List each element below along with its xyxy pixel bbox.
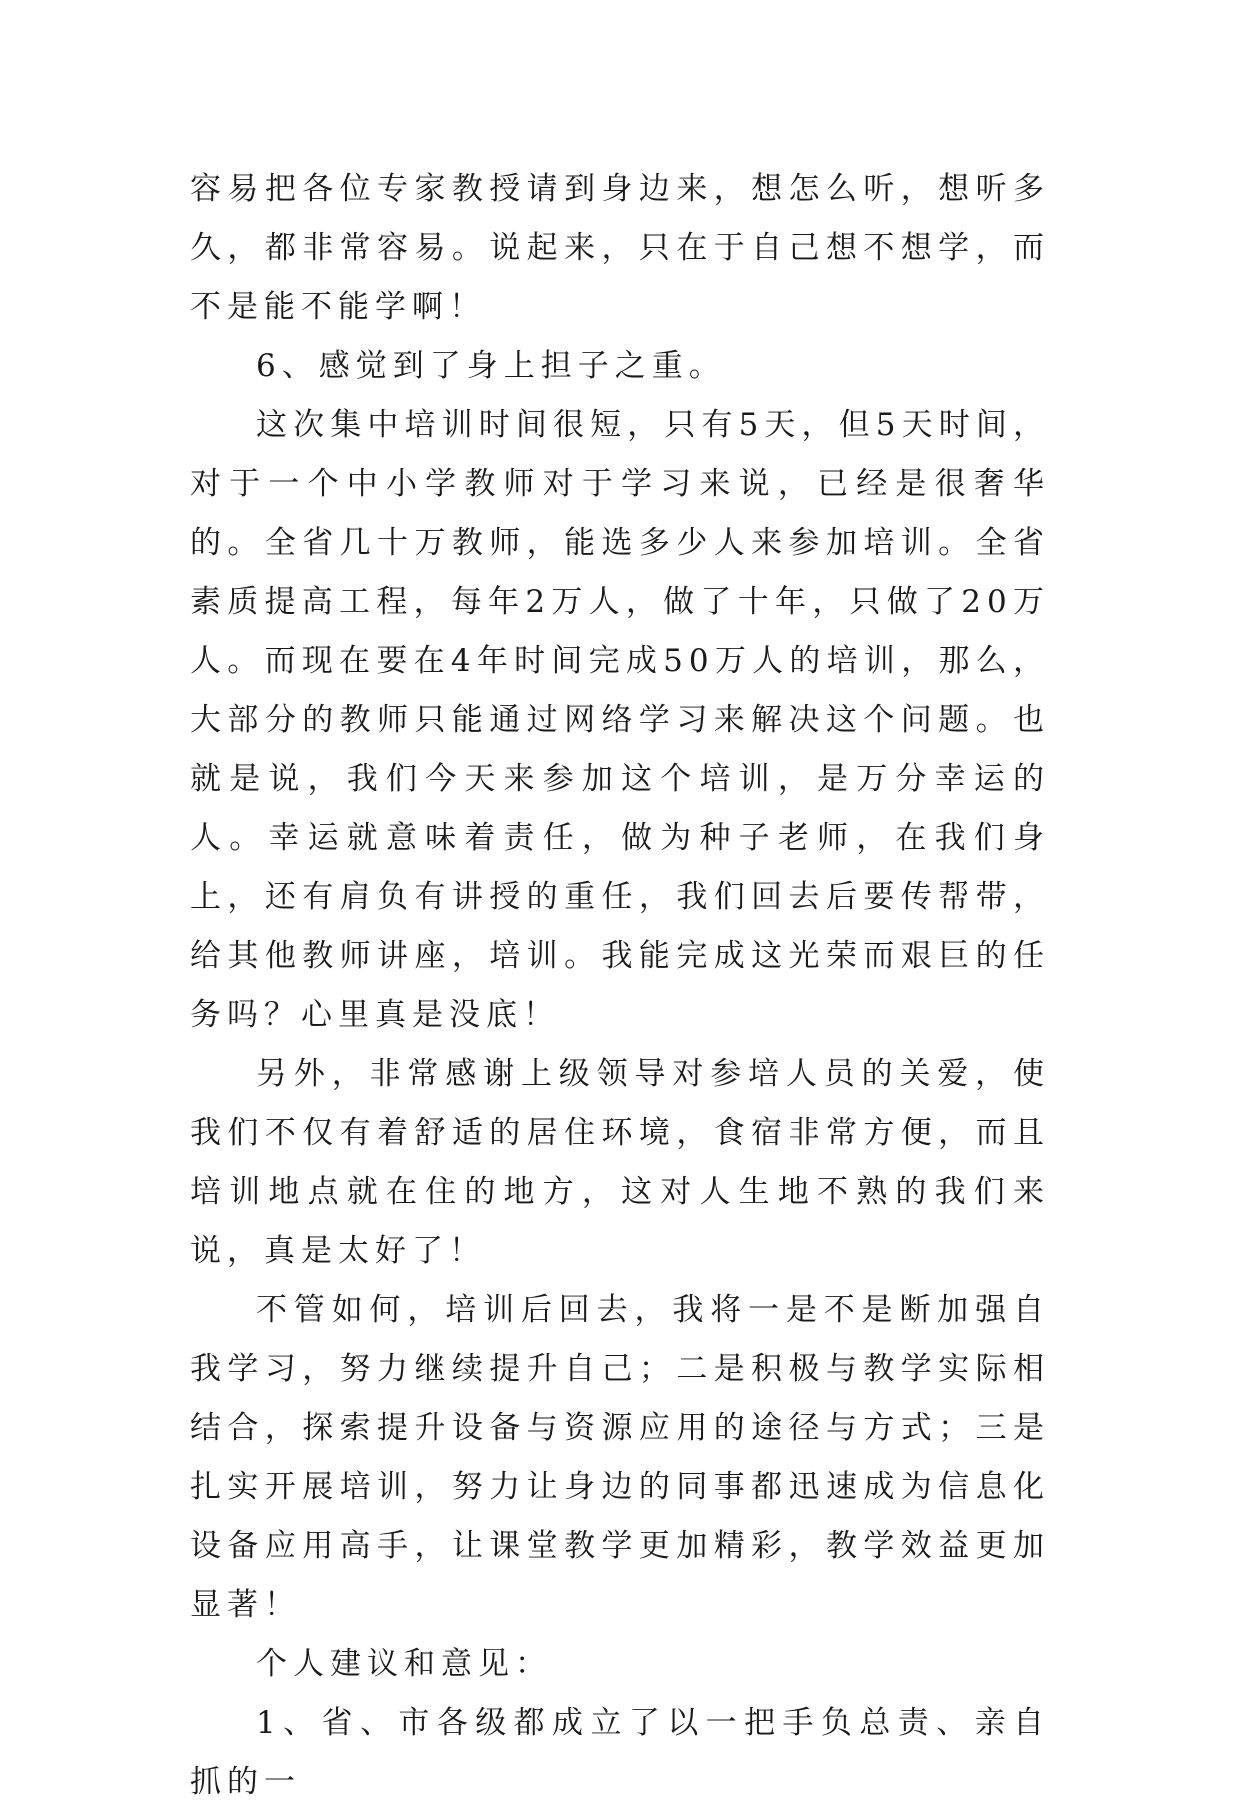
- paragraph: 这次集中培训时间很短，只有5天，但5天时间，对于一个中小学教师对于学习来说，已经是很奢华的。全省几十万教师，能选多少人来参加培训。全省素质提高工程，每年2万人，做了十年，只做了20万人。而现在要在4年时间完成50万人的培训，那么，大部分的教师只能通过网络学习来解决这个问题。也就是说，我们今天来参加这个培训，是万分幸运的人。幸运就意味着责任，做为种子老师，在我们身上，还有肩负有讲授的重任，我们回去后要传帮带，给其他教师讲座，培训。我能完成这光荣而艰巨的任务吗？心里真是没底！: [190, 407, 1050, 1033]
- paragraph: 不管如何，培训后回去，我将一是不是断加强自我学习，努力继续提升自己；二是积极与教学实际相结合，探索提升设备与资源应用的途径与方式；三是扎实开展培训，努力让身边的同事都迅速成为信息化设备应用高手，让课堂教学更加精彩，教学效益更加显著！: [190, 1292, 1050, 1623]
- paragraph: 容易把各位专家教授请到身边来，想怎么听，想听多久，都非常容易。说起来，只在于自己想不想学，而不是能不能学啊！: [190, 171, 1050, 325]
- paragraph-heading: 6、感觉到了身上担子之重。: [256, 348, 726, 384]
- section-heading: 个人建议和意见：: [256, 1646, 552, 1682]
- paragraph: 另外，非常感谢上级领导对参培人员的关爱，使我们不仅有着舒适的居住环境，食宿非常方便，而且培训地点就在住的地方，这对人生地不熟的我们来说，真是太好了！: [190, 1056, 1050, 1269]
- paragraph: 1、省、市各级都成立了以一把手负总责、亲自抓的一: [190, 1705, 1050, 1800]
- document-body: [190, 160, 1050, 1812]
